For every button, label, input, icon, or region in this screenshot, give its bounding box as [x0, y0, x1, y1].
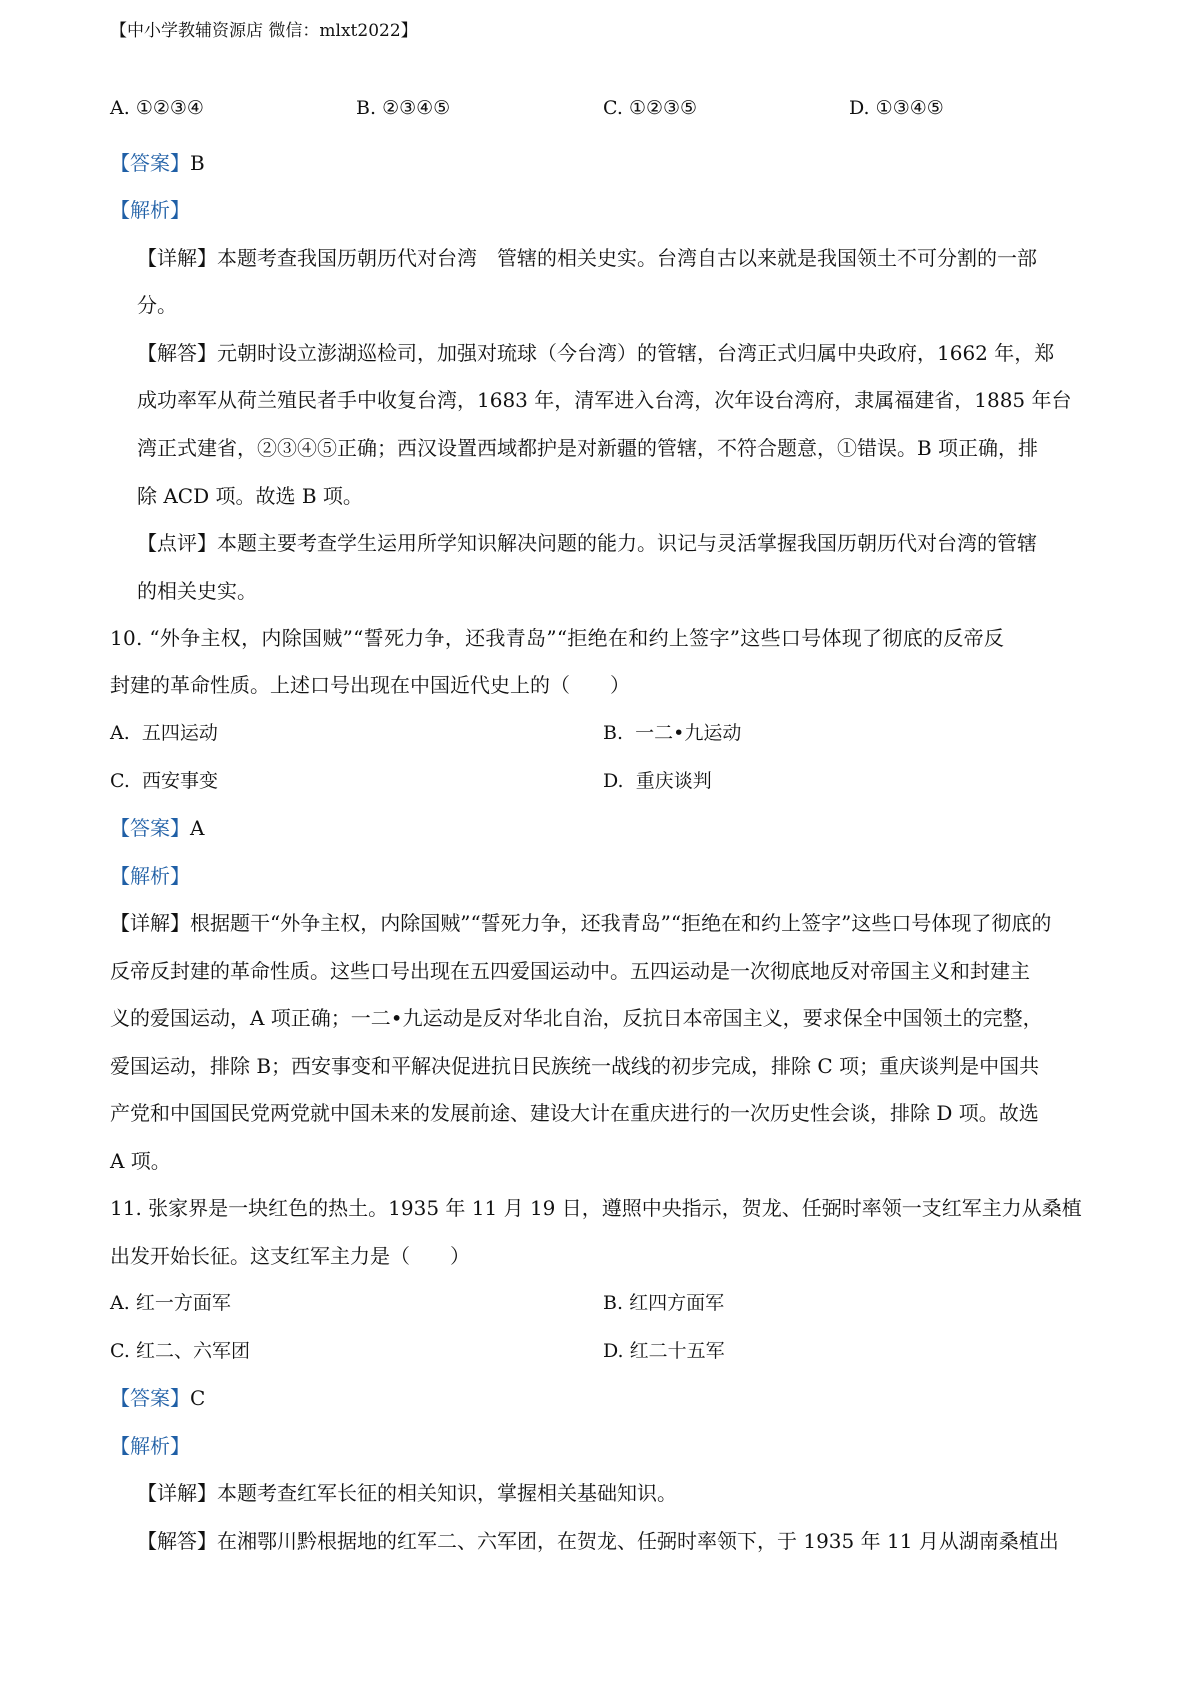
- q11-answer: 【答案】C: [110, 1386, 206, 1410]
- q11-option-b: B. 红四方面军: [603, 1292, 725, 1314]
- q9-solution-line-4: 除 ACD 项。故选 B 项。: [137, 484, 363, 508]
- q9-answer: 【答案】B: [110, 151, 205, 175]
- q10-detail-line-2: 反帝反封建的革命性质。这些口号出现在五四爱国运动中。五四运动是一次彻底地反对帝国主义和封建主: [110, 959, 1030, 983]
- q11-option-d: D. 红二十五军: [603, 1340, 725, 1362]
- q9-option-d: D. ①③④⑤: [849, 97, 944, 119]
- q10-option-b: B. 一二•九运动: [603, 722, 742, 744]
- page-header: 【中小学教辅资源店 微信：mlxt2022】: [110, 21, 418, 41]
- q9-detail-line-1: 【详解】本题考查我国历朝历代对台湾 管辖的相关史实。台湾自古以来就是我国领土不可分割的一部: [137, 246, 1037, 270]
- q9-option-b: B. ②③④⑤: [356, 97, 451, 119]
- q10-detail-line-4: 爱国运动，排除 B；西安事变和平解决促进抗日民族统一战线的初步完成，排除 C 项；重庆谈判是中国共: [110, 1054, 1040, 1078]
- q11-detail-line-1: 【详解】本题考查红军长征的相关知识，掌握相关基础知识。: [137, 1481, 677, 1505]
- q9-option-a: A. ①②③④: [110, 97, 204, 119]
- q11-option-c: C. 红二、六军团: [110, 1340, 250, 1362]
- q9-detail-line-2: 分。: [137, 293, 177, 317]
- q11-stem-line-1: 11. 张家界是一块红色的热土。1935 年 11 月 19 日，遵照中央指示，贺龙、任弼时率领一支红军主力从桑植: [110, 1196, 1082, 1220]
- q9-solution-line-2: 成功率军从荷兰殖民者手中收复台湾，1683 年，清军进入台湾，次年设台湾府，隶属福建省，1885 年台: [137, 388, 1072, 412]
- q9-solution-line-1: 【解答】元朝时设立澎湖巡检司，加强对琉球（今台湾）的管辖，台湾正式归属中央政府，1662 年，郑: [137, 341, 1055, 365]
- q9-analysis-label: 【解析】: [110, 198, 190, 222]
- q11-analysis-label: 【解析】: [110, 1434, 190, 1458]
- q10-detail-line-5: 产党和中国国民党两党就中国未来的发展前途、建设大计在重庆进行的一次历史性会谈，排除 D 项。故选: [110, 1101, 1039, 1125]
- q10-option-d: D. 重庆谈判: [603, 770, 712, 792]
- q11-solution-line-1: 【解答】在湘鄂川黔根据地的红军二、六军团，在贺龙、任弼时率领下，于 1935 年 11 月从湖南桑植出: [137, 1529, 1059, 1553]
- q10-stem-line-1: 10. “外争主权，内除国贼”“誓死力争，还我青岛”“拒绝在和约上签字”这些口号体现了彻底的反帝反: [110, 626, 1005, 650]
- q10-analysis-label: 【解析】: [110, 864, 190, 888]
- q10-detail-line-3: 义的爱国运动，A 项正确；一二•九运动是反对华北自治，反抗日本帝国主义，要求保全中国领土的完整，: [110, 1006, 1043, 1030]
- q11-stem-line-2: 出发开始长征。这支红军主力是（ ）: [110, 1244, 470, 1268]
- q10-answer: 【答案】A: [110, 816, 205, 840]
- q9-comment-line-1: 【点评】本题主要考查学生运用所学知识解决问题的能力。识记与灵活掌握我国历朝历代对台湾的管辖: [137, 531, 1037, 555]
- q9-comment-line-2: 的相关史实。: [137, 579, 257, 603]
- q10-option-c: C. 西安事变: [110, 770, 219, 792]
- q11-option-a: A. 红一方面军: [110, 1292, 231, 1314]
- q9-solution-line-3: 湾正式建省，②③④⑤正确；西汉设置西域都护是对新疆的管辖，不符合题意，①错误。B 项正确，排: [137, 436, 1039, 460]
- q10-option-a: A. 五四运动: [110, 722, 218, 744]
- q10-detail-line-6: A 项。: [110, 1149, 171, 1173]
- q10-detail-line-1: 【详解】根据题干“外争主权，内除国贼”“誓死力争，还我青岛”“拒绝在和约上签字”这些口号体现了彻底的: [110, 911, 1052, 935]
- q9-option-c: C. ①②③⑤: [603, 97, 698, 119]
- q10-stem-line-2: 封建的革命性质。上述口号出现在中国近代史上的（ ）: [110, 673, 630, 697]
